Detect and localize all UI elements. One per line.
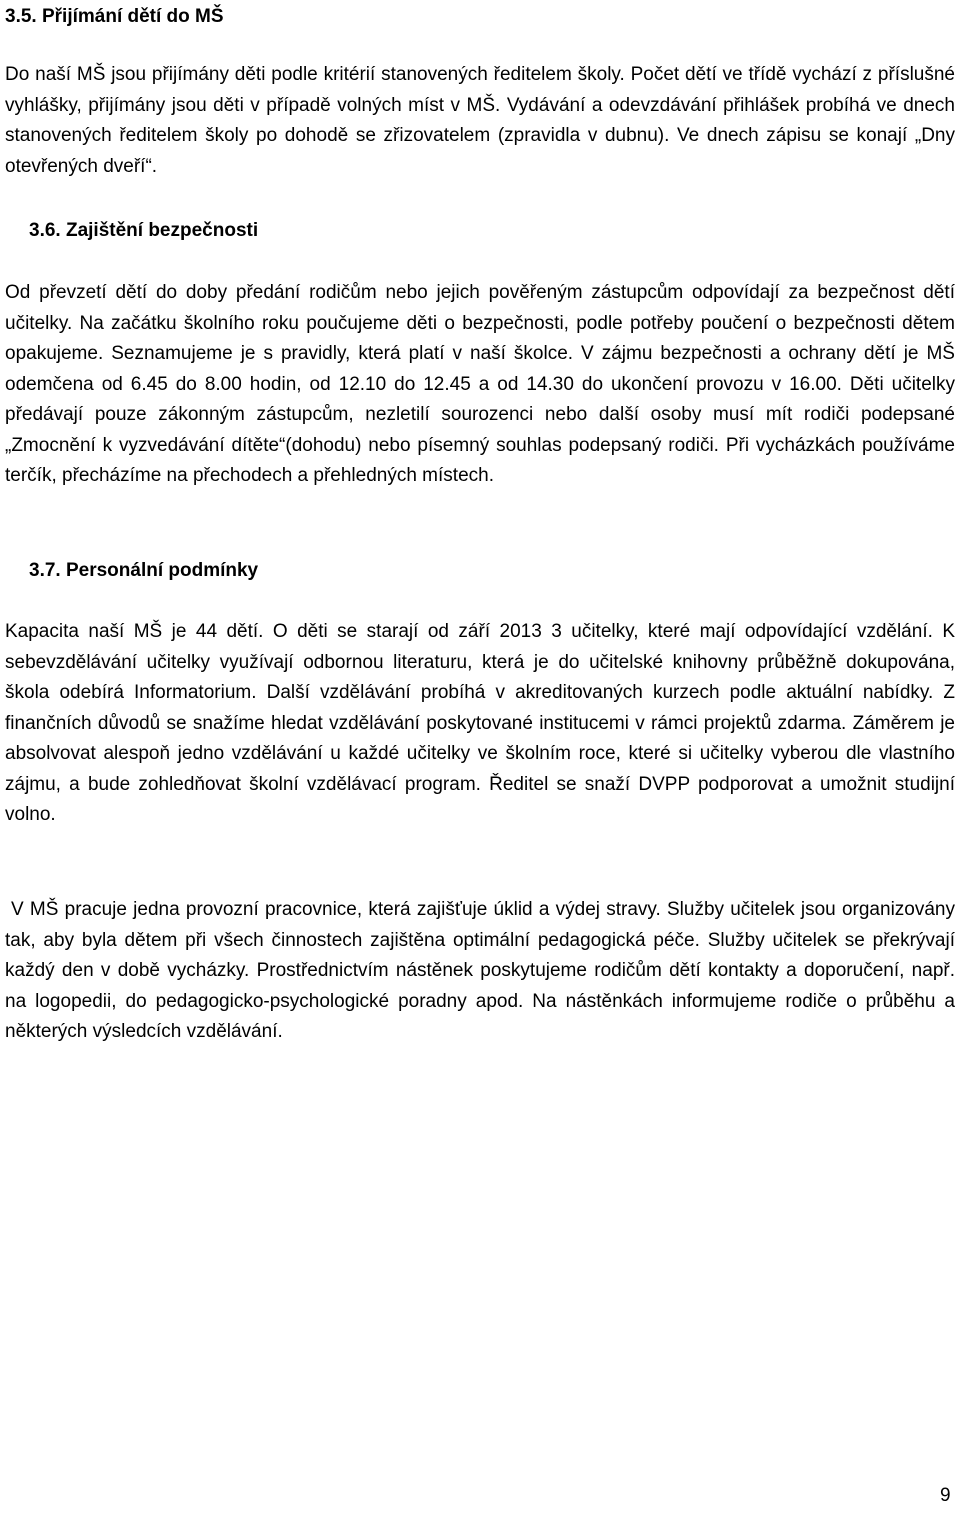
paragraph-staff-capacity: Kapacita naší MŠ je 44 dětí. O děti se starají od září 2013 3 učitelky, které mají odpovídající vzdělání. K sebevzdělávání učitelky využívají odbornou literaturu, která je do učitelské knihovny průběžně dokupována, škola odebírá Informatorium. Další vzdělávání probíhá v akreditovaných kurzech podle aktuální nabídky. Z finančních důvodů se snažíme hledat vzdělávání poskytované institucemi v rámci projektů zdarma. Záměrem je absolvovat alespoň jedno vzdělávání u každé učitelky ve školním roce, které si učitelky vyberou dle vlastního zájmu, a bude zohledňovat školní vzdělávací program. Ředitel se snaží DVPP podporovat a umožnit studijní volno. <box>5 621 955 825</box>
section-heading-safety: 3.6. Zajištění bezpečnosti <box>29 220 259 241</box>
section-heading-admission: 3.5. Přijímání dětí do MŠ <box>5 6 224 27</box>
paragraph-safety: Od převzetí dětí do doby předání rodičům nebo jejich pověřeným zástupcům odpovídají za bezpečnost dětí učitelky. Na začátku školního roku poučujeme děti o bezpečnosti, podle potřeby poučení o bezpečnosti dětem opakujeme. Seznamujeme je s pravidly, která platí v naší školce. V zájmu bezpečnosti a ochrany dětí je MŠ odemčena od 6.45 do 8.00 hodin, od 12.10 do 12.45 a od 14.30 do ukončení provozu v 16.00. Děti učitelky předávají pouze zákonným zástupcům, nezletilí sourozenci nebo další osoby musí mít rodiči podepsané „Zmocnění k vyzvedávání dítěte“(dohodu) nebo písemný souhlas podepsaný rodiči. Při vycházkách používáme terčík, přecházíme na přechodech a přehledných místech. <box>5 282 955 486</box>
page-number: 9 <box>940 1485 951 1506</box>
section-heading-staff: 3.7. Personální podmínky <box>29 560 259 581</box>
paragraph-admission: Do naší MŠ jsou přijímány děti podle kritérií stanovených ředitelem školy. Počet dětí ve třídě vychází z příslušné vyhlášky, přijímány jsou děti v případě volných míst v MŠ. Vydávání a odevzdávání přihlášek probíhá ve dnech stanovených ředitelem školy po dohodě se zřizovatelem (zpravidla v dubnu). Ve dnech zápisu se konají „Dny otevřených dveří“. <box>5 64 955 177</box>
paragraph-staff-operations: V MŠ pracuje jedna provozní pracovnice, která zajišťuje úklid a výdej stravy. Služby učitelek jsou organizovány tak, aby byla dětem při všech činnostech zajištěna optimální pedagogická péče. Služby učitelek se překrývají každý den v době vycházky. Prostřednictvím nástěnek poskytujeme rodičům dětí kontakty a doporučení, např. na logopedii, do pedagogicko-psychologické poradny apod. Na nástěnkách informujeme rodiče o průběhu a některých výsledcích vzdělávání. <box>5 899 955 1042</box>
